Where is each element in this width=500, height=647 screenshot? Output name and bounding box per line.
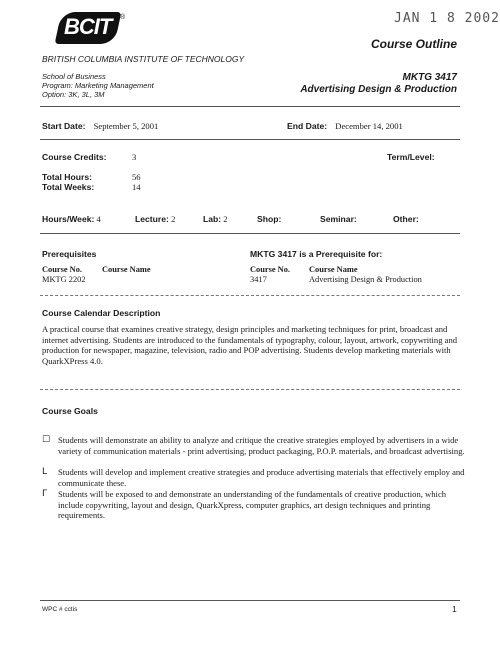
hours-per-week-value: 4 — [96, 214, 101, 224]
option-text: Option: 3K, 3L, 3M — [42, 90, 105, 99]
dates-rule — [40, 139, 460, 140]
document-type: Course Outline — [370, 37, 457, 51]
calendar-description: A practical course that examines creative strategy, design principles and marketing techniques for print, broadcast and internet advertising. Students are introduced to the fundamentals of typography, colour, layout, artwork, copywriting and production for newspaper, magazine, television, radio and POP advertising. Students develop marketing materials with QuarkXPress 4.0. — [42, 324, 458, 366]
shop-label: Shop: — [257, 214, 282, 224]
goals-heading: Course Goals — [42, 406, 98, 416]
lecture-hours-value: 2 — [171, 214, 176, 224]
registered-mark: ® — [120, 14, 126, 21]
course-title: Advertising Design & Production — [300, 84, 457, 95]
start-date: Start Date: September 5, 2001 — [42, 121, 159, 131]
course-code: MKTG 3417 — [402, 72, 457, 83]
prerequisites-heading: Prerequisites — [42, 249, 97, 259]
start-date-value: September 5, 2001 — [93, 121, 159, 131]
prereq-course-no: MKTG 2202 — [42, 275, 86, 284]
other-label: Other: — [393, 214, 419, 224]
lecture-hours: Lecture: 2 — [135, 214, 176, 224]
goal-item — [42, 489, 472, 521]
hours-rule — [40, 233, 460, 234]
page-number: 1 — [452, 604, 457, 614]
prerequisite-for-heading: MKTG 3417 is a Prerequisite for: — [250, 249, 383, 259]
term-level-label: Term/Level: — [387, 152, 435, 162]
calendar-heading: Course Calendar Description — [42, 308, 161, 318]
lab-hours-value: 2 — [223, 214, 228, 224]
checkbox-icon: Γ — [42, 489, 48, 499]
checkbox-icon: ☐ — [42, 435, 51, 445]
hours-per-week: Hours/Week: 4 — [42, 214, 101, 224]
total-weeks-value: 14 — [132, 182, 141, 192]
end-date-value: December 14, 2001 — [335, 121, 403, 131]
end-date: End Date: December 14, 2001 — [287, 121, 403, 131]
logo-text: BCIT — [64, 14, 112, 39]
program-name: Program: Marketing Management — [42, 81, 154, 90]
prereq-for-course-name: Advertising Design & Production — [309, 275, 422, 284]
total-hours-value: 56 — [132, 172, 141, 182]
total-weeks-label: Total Weeks: — [42, 182, 95, 192]
received-date-stamp: JAN 1 8 2002 — [394, 11, 500, 26]
institute-name: BRITISH COLUMBIA INSTITUTE OF TECHNOLOGY — [42, 54, 245, 64]
prereq-for-col-course-no: Course No. — [250, 265, 291, 274]
wpc-number: WPC # cctis — [42, 606, 78, 613]
prereq-for-course-no: 3417 — [250, 275, 267, 284]
course-credits-value: 3 — [132, 152, 137, 162]
prereq-for-col-course-name: Course Name — [309, 265, 358, 274]
prereq-rule — [40, 295, 460, 296]
goal-item — [42, 467, 472, 489]
calendar-rule — [40, 389, 460, 390]
total-hours-label: Total Hours: — [42, 172, 92, 182]
header-rule — [40, 106, 460, 107]
seminar-label: Seminar: — [320, 214, 357, 224]
footer-rule — [40, 600, 460, 601]
goal-item — [42, 435, 472, 467]
prereq-col-course-no: Course No. — [42, 265, 83, 274]
course-credits-label: Course Credits: — [42, 152, 107, 162]
checkbox-icon: L — [42, 467, 48, 477]
school-name: School of Business — [42, 72, 106, 81]
lab-hours: Lab: 2 — [203, 214, 228, 224]
goal-text: Students will demonstrate an ability to analyze and critique the creative strategies employed by advertisers in a wide variety of communication materials - print advertising, product packaging, P.O.P. materials, and broadcast advertising. — [58, 435, 465, 456]
prereq-col-course-name: Course Name — [102, 265, 151, 274]
goal-text: Students will be exposed to and demonstrate an understanding of the fundamentals of creative production, which include copywriting, layout and design, QuarkXpress, computer graphics, art design techniques and printing requirements. — [58, 489, 447, 520]
goal-text: Students will develop and implement creative strategies and produce advertising materials that effectively employ and communicate these. — [58, 467, 465, 488]
